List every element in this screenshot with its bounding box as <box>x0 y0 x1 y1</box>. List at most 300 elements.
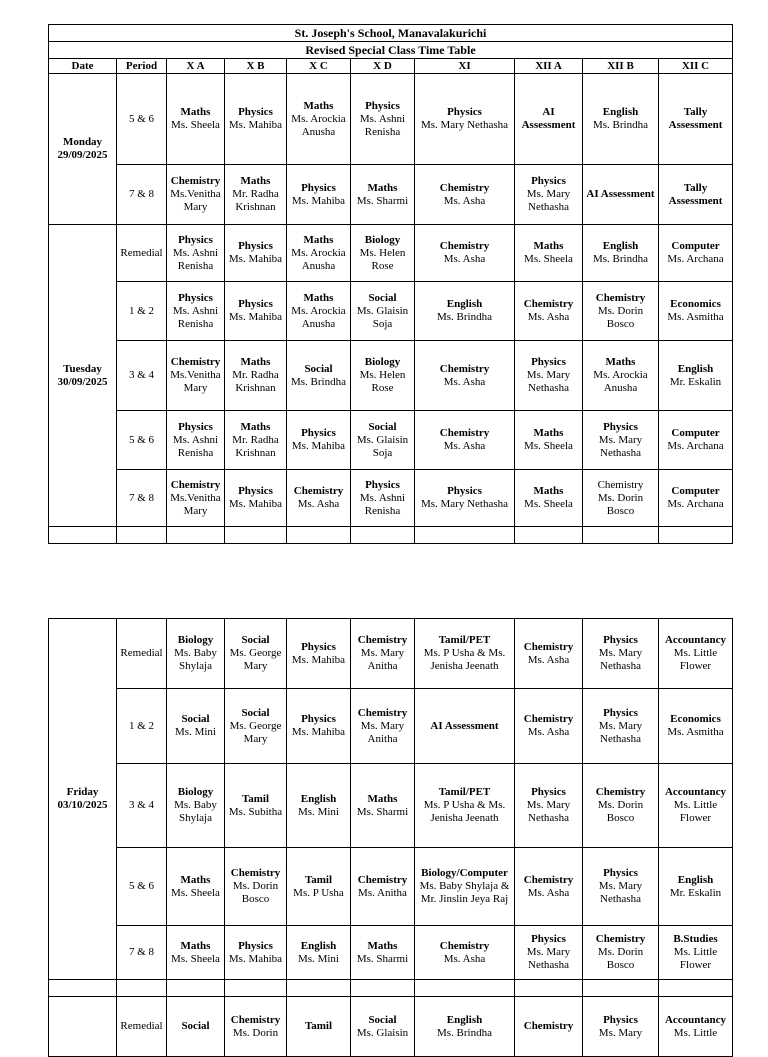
subject: Chemistry <box>523 298 574 310</box>
blank-row <box>49 527 733 544</box>
table-row <box>49 74 733 165</box>
subject: B.Studies <box>673 933 718 945</box>
subject: Biology <box>364 356 401 368</box>
class-cell <box>167 848 225 926</box>
period-cell: 5 & 6 <box>117 411 167 470</box>
class-cell <box>515 165 583 225</box>
period-cell: 5 & 6 <box>117 848 167 926</box>
subject: Computer <box>671 485 720 497</box>
class-cell <box>225 689 287 764</box>
subject: Accountancy <box>664 786 727 798</box>
class-cell <box>415 997 515 1057</box>
class-cell <box>287 165 351 225</box>
subject: Chemistry <box>523 713 574 725</box>
teacher: Ms. Dorin Bosco <box>232 880 279 905</box>
table-row <box>49 619 733 689</box>
subject: Chemistry <box>230 1013 281 1026</box>
class-cell <box>415 689 515 764</box>
table-row <box>49 926 733 980</box>
class-cell <box>583 225 659 282</box>
subject: Maths <box>367 939 398 952</box>
header-class: X B <box>225 59 287 74</box>
teacher: Ms. Asha <box>297 498 340 510</box>
class-cell <box>167 74 225 165</box>
class-cell <box>659 619 733 689</box>
teacher: Ms. Little Flower <box>673 799 718 824</box>
teacher: Ms. Mary Nethasha <box>420 498 509 510</box>
teacher: Ms.Venitha Mary <box>170 188 221 213</box>
class-cell <box>515 470 583 527</box>
teacher: Ms. George Mary <box>229 719 282 745</box>
subject: AI Assessment <box>430 719 499 732</box>
class-cell <box>225 997 287 1057</box>
teacher: Ms. Asha <box>443 952 486 965</box>
teacher: Ms. Helen Rose <box>359 246 406 272</box>
teacher: Ms. Mary Nethasha <box>598 719 643 745</box>
day-cell <box>49 74 117 225</box>
teacher: Ms. Mary <box>598 1026 643 1039</box>
class-cell <box>415 282 515 341</box>
subject: Physics <box>603 420 638 433</box>
class-cell <box>225 926 287 980</box>
class-cell <box>583 341 659 411</box>
subject: Maths <box>240 175 271 187</box>
class-cell <box>351 282 415 341</box>
class-cell <box>515 282 583 341</box>
teacher: Ms. Brindha <box>437 1026 492 1039</box>
table-row <box>49 282 733 341</box>
table-row <box>49 470 733 527</box>
class-cell <box>583 764 659 848</box>
period-cell: 3 & 4 <box>117 341 167 411</box>
day-name: Tuesday <box>63 362 102 375</box>
subject: Social <box>368 291 397 304</box>
class-cell <box>225 282 287 341</box>
class-cell <box>415 848 515 926</box>
teacher: Ms. Glaisin <box>356 1026 409 1039</box>
teacher: Ms. Sheela <box>171 952 220 965</box>
subject: Chemistry <box>595 786 646 798</box>
subject: Physics <box>238 240 273 252</box>
subject: Maths <box>240 420 271 433</box>
class-cell <box>583 997 659 1057</box>
teacher: Ms. Mahiba <box>291 194 346 207</box>
class-cell <box>659 341 733 411</box>
teacher: Ms. Mary Nethasha <box>526 369 571 394</box>
subject: Physics <box>365 99 400 112</box>
subject: English <box>446 298 483 310</box>
timetable-page-1 <box>48 24 733 544</box>
subject: Physics <box>238 485 273 497</box>
class-cell <box>351 165 415 225</box>
subject: Physics <box>238 106 273 118</box>
class-cell <box>583 848 659 926</box>
subject: Chemistry <box>597 478 644 491</box>
teacher: Ms. Glaisin Soja <box>356 433 409 459</box>
subject: Physics <box>531 786 566 798</box>
subject: Physics <box>301 427 336 439</box>
subject: Chemistry <box>595 291 646 304</box>
subject: Chemistry <box>293 485 344 497</box>
subject: Physics <box>447 106 482 118</box>
teacher: Ms. Dorin Bosco <box>597 799 644 824</box>
class-cell <box>351 74 415 165</box>
teacher: Ms. Mary Nethasha <box>526 188 571 213</box>
teacher: Ms. Asha <box>443 253 486 265</box>
teacher: Ms. Ashni Renisha <box>359 491 406 517</box>
teacher: Ms. Subitha <box>228 805 283 818</box>
teacher: Ms. Baby Shylaja <box>174 647 217 672</box>
subject: Social <box>241 706 270 719</box>
subject: Maths <box>303 233 334 246</box>
subject: Physics <box>603 1013 638 1026</box>
teacher: Ms. P Usha <box>293 886 344 899</box>
table-row <box>49 165 733 225</box>
class-cell <box>659 165 733 225</box>
teacher: Ms. Mahiba <box>228 253 283 265</box>
teacher: Ms. Arockia Anusha <box>291 246 346 272</box>
subject: Chemistry <box>357 873 408 886</box>
class-cell <box>415 764 515 848</box>
class-cell <box>225 411 287 470</box>
class-cell <box>515 225 583 282</box>
day-name: Monday <box>62 136 103 148</box>
class-cell <box>659 997 733 1057</box>
teacher: Ms. P Usha & Ms. Jenisha Jeenath <box>423 647 506 672</box>
teacher: Ms. Anitha <box>358 886 407 899</box>
subject: AI Assessment <box>586 188 655 200</box>
class-cell <box>225 165 287 225</box>
subject: Biology/Computer <box>421 867 508 879</box>
teacher: Ms. Dorin Bosco <box>597 304 644 330</box>
teacher: Ms. Mahiba <box>228 311 283 323</box>
subject: Chemistry <box>357 706 408 719</box>
class-cell <box>225 341 287 411</box>
header-class: X C <box>287 59 351 74</box>
class-cell <box>167 411 225 470</box>
table-row <box>49 997 733 1057</box>
class-cell <box>583 411 659 470</box>
teacher: Ms. Ashni Renisha <box>172 246 219 272</box>
subject: English <box>602 106 639 118</box>
class-cell <box>351 689 415 764</box>
teacher: Ms. Asha <box>527 726 570 738</box>
class-cell <box>351 341 415 411</box>
subject: Physics <box>301 713 336 725</box>
class-cell <box>415 225 515 282</box>
header-class: XII B <box>583 59 659 74</box>
class-cell <box>659 282 733 341</box>
class-cell <box>351 411 415 470</box>
subject: Biology <box>364 233 401 246</box>
table-row <box>49 341 733 411</box>
class-cell <box>287 848 351 926</box>
teacher: Ms. Dorin Bosco <box>597 946 644 971</box>
subject: Accountancy <box>664 1013 727 1026</box>
teacher: Ms. Arockia Anusha <box>291 304 346 330</box>
class-cell <box>225 470 287 527</box>
teacher: Ms. Sheela <box>171 886 220 899</box>
class-cell <box>415 165 515 225</box>
subject: Tamil <box>241 792 270 805</box>
subject: Chemistry <box>439 240 490 252</box>
subject: Maths <box>533 485 564 497</box>
subject: Social <box>181 1020 210 1032</box>
teacher: Ms. Helen Rose <box>359 369 406 394</box>
teacher: Ms. Asha <box>443 440 486 452</box>
class-cell <box>415 74 515 165</box>
subject: Social <box>181 713 210 725</box>
teacher: Ms. Brindha <box>291 375 346 388</box>
class-cell <box>659 926 733 980</box>
class-cell <box>351 470 415 527</box>
class-cell <box>287 411 351 470</box>
class-cell <box>167 470 225 527</box>
teacher: Ms. Mahiba <box>291 440 346 452</box>
subject: Maths <box>240 356 271 368</box>
subject: English <box>300 792 337 805</box>
class-cell <box>515 411 583 470</box>
teacher: Ms. Asha <box>443 375 486 388</box>
subject: Physics <box>531 933 566 945</box>
header-period: Period <box>117 59 167 74</box>
subject: English <box>300 939 337 952</box>
class-cell <box>583 926 659 980</box>
period-cell: 3 & 4 <box>117 764 167 848</box>
subject: Maths <box>180 106 211 118</box>
class-cell <box>167 689 225 764</box>
class-cell <box>225 225 287 282</box>
class-cell <box>225 848 287 926</box>
teacher: Ms. Mahiba <box>228 952 283 965</box>
teacher: Ms. Asha <box>527 886 570 899</box>
teacher: Ms. Sharmi <box>356 952 409 965</box>
subject: English <box>446 1013 483 1026</box>
header-class: XII C <box>659 59 733 74</box>
subject: Accountancy <box>664 634 727 646</box>
period-cell: 5 & 6 <box>117 74 167 165</box>
class-cell <box>167 282 225 341</box>
subject: Maths <box>367 792 398 805</box>
subject: Maths <box>533 240 564 252</box>
class-cell <box>287 764 351 848</box>
class-cell <box>287 225 351 282</box>
day-date: 29/09/2025 <box>57 149 108 161</box>
class-cell <box>287 619 351 689</box>
class-cell <box>659 470 733 527</box>
class-cell <box>515 341 583 411</box>
subject: Tamil <box>304 873 333 886</box>
subject: Physics <box>447 485 482 497</box>
teacher: Ms. Mary Nethasha <box>598 433 643 459</box>
subject: Economics <box>670 713 721 725</box>
teacher: Ms. Mary Nethasha <box>526 799 571 824</box>
teacher: Ms. Glaisin Soja <box>356 304 409 330</box>
class-cell <box>583 689 659 764</box>
subject: Chemistry <box>595 933 646 945</box>
class-cell <box>515 689 583 764</box>
header-date: Date <box>49 59 117 74</box>
teacher: Mr. Radha Krishnan <box>232 369 279 394</box>
teacher: Ms. Arockia Anusha <box>291 112 346 138</box>
period-cell: 1 & 2 <box>117 689 167 764</box>
period-cell: Remedial <box>117 997 167 1057</box>
class-cell <box>583 74 659 165</box>
subject: Social <box>368 420 397 433</box>
school-name: St. Joseph's School, Manavalakurichi <box>49 25 733 42</box>
teacher: Mr. Radha Krishnan <box>232 433 279 459</box>
teacher: Ms. Little <box>673 1026 718 1039</box>
subject: Physics <box>603 867 638 879</box>
class-cell <box>515 764 583 848</box>
table-row <box>49 225 733 282</box>
class-cell <box>659 764 733 848</box>
teacher: Ms. Sheela <box>171 119 220 131</box>
class-cell <box>167 225 225 282</box>
class-cell <box>225 619 287 689</box>
day-cell <box>49 619 117 980</box>
subject: Chemistry <box>170 175 221 187</box>
day-date: 03/10/2025 <box>57 799 108 811</box>
subject: Economics <box>670 298 721 310</box>
subject: Chemistry <box>439 362 490 375</box>
class-cell <box>659 411 733 470</box>
class-cell <box>515 619 583 689</box>
class-cell <box>287 926 351 980</box>
subject: AI Assessment <box>521 106 576 131</box>
table-row <box>49 411 733 470</box>
subject: Physics <box>603 634 638 646</box>
subject: Maths <box>303 291 334 304</box>
period-cell: Remedial <box>117 619 167 689</box>
class-cell <box>225 74 287 165</box>
teacher: Ms. Archana <box>667 498 724 510</box>
subject: Social <box>368 1013 397 1026</box>
teacher: Ms. Ashni Renisha <box>172 304 219 330</box>
column-header-row <box>49 59 733 74</box>
subject: Chemistry <box>230 867 281 879</box>
subject: Social <box>304 362 333 375</box>
subject: Physics <box>603 706 638 719</box>
class-cell <box>287 470 351 527</box>
teacher: Ms. Mahiba <box>291 726 346 738</box>
teacher: Ms. Ashni Renisha <box>172 433 219 459</box>
subject: Chemistry <box>439 939 490 952</box>
class-cell <box>287 282 351 341</box>
class-cell <box>167 926 225 980</box>
class-cell <box>515 74 583 165</box>
class-cell <box>167 165 225 225</box>
teacher: Ms. Dorin Bosco <box>597 491 644 517</box>
teacher: Ms. Mini <box>175 726 216 738</box>
teacher: Ms. Mary Nethasha <box>598 647 643 672</box>
period-cell: 7 & 8 <box>117 165 167 225</box>
period-cell: 7 & 8 <box>117 926 167 980</box>
class-cell <box>659 225 733 282</box>
subject: Physics <box>365 478 400 491</box>
teacher: Ms. Ashni Renisha <box>359 112 406 138</box>
document-title: Revised Special Class Time Table <box>49 42 733 59</box>
subject: Physics <box>531 175 566 187</box>
subject: Tamil/PET <box>438 786 491 798</box>
teacher: Ms. Baby Shylaja <box>174 799 217 824</box>
teacher: Ms. Sharmi <box>356 805 409 818</box>
teacher: Ms. Mini <box>298 805 339 818</box>
teacher: Ms. Mahiba <box>228 119 283 131</box>
subject: English <box>677 362 714 375</box>
class-cell <box>167 997 225 1057</box>
day-date: 30/09/2025 <box>57 375 108 388</box>
teacher: Mr. Eskalin <box>669 886 722 899</box>
teacher: Ms. Archana <box>667 440 724 452</box>
subject: Tally Assessment <box>668 181 723 207</box>
class-cell <box>167 619 225 689</box>
period-cell: 7 & 8 <box>117 470 167 527</box>
class-cell <box>515 926 583 980</box>
header-class: X D <box>351 59 415 74</box>
subject: Biology <box>177 634 214 646</box>
class-cell <box>415 470 515 527</box>
subject: Tamil/PET <box>438 634 491 646</box>
subject: English <box>602 240 639 252</box>
teacher: Ms. Mahiba <box>228 498 283 510</box>
subject: Physics <box>238 298 273 310</box>
teacher: Mr. Eskalin <box>669 375 722 388</box>
subject: Maths <box>367 181 398 194</box>
class-cell <box>351 848 415 926</box>
class-cell <box>415 619 515 689</box>
class-cell <box>351 225 415 282</box>
teacher: Ms. Mary Nethasha <box>526 946 571 971</box>
subject: English <box>677 873 714 886</box>
class-cell <box>659 74 733 165</box>
day-cell <box>49 225 117 527</box>
class-cell <box>515 848 583 926</box>
teacher: Ms. Asmitha <box>667 311 724 323</box>
subject: Biology <box>177 786 214 798</box>
class-cell <box>287 341 351 411</box>
subject: Chemistry <box>523 1020 574 1032</box>
teacher: Ms. Little Flower <box>673 647 718 672</box>
teacher: Ms. Asmitha <box>667 726 724 738</box>
teacher: Ms. Mary Anitha <box>360 719 405 745</box>
teacher: Ms. Sheela <box>524 440 573 452</box>
subject: Chemistry <box>523 640 574 653</box>
subject: Computer <box>671 240 720 252</box>
subject: Social <box>241 634 270 646</box>
subject: Chemistry <box>523 873 574 886</box>
class-cell <box>287 74 351 165</box>
subject: Chemistry <box>439 181 490 194</box>
subject: Physics <box>531 356 566 368</box>
teacher: Ms. Sharmi <box>356 194 409 207</box>
teacher: Ms. P Usha & Ms. Jenisha Jeenath <box>423 799 506 824</box>
class-cell <box>583 619 659 689</box>
class-cell <box>415 341 515 411</box>
class-cell <box>515 997 583 1057</box>
subject: Tally Assessment <box>668 106 723 131</box>
teacher: Ms. Mary Nethasha <box>598 880 643 905</box>
class-cell <box>583 282 659 341</box>
header-class: X A <box>167 59 225 74</box>
subject: Physics <box>301 640 336 653</box>
teacher: Ms. Mary Anitha <box>360 647 405 672</box>
subject: Maths <box>605 356 636 368</box>
subject: Physics <box>301 181 336 194</box>
subject: Tamil <box>304 1020 333 1032</box>
teacher: Ms. Asha <box>527 311 570 323</box>
timetable-page-2 <box>48 618 733 1057</box>
